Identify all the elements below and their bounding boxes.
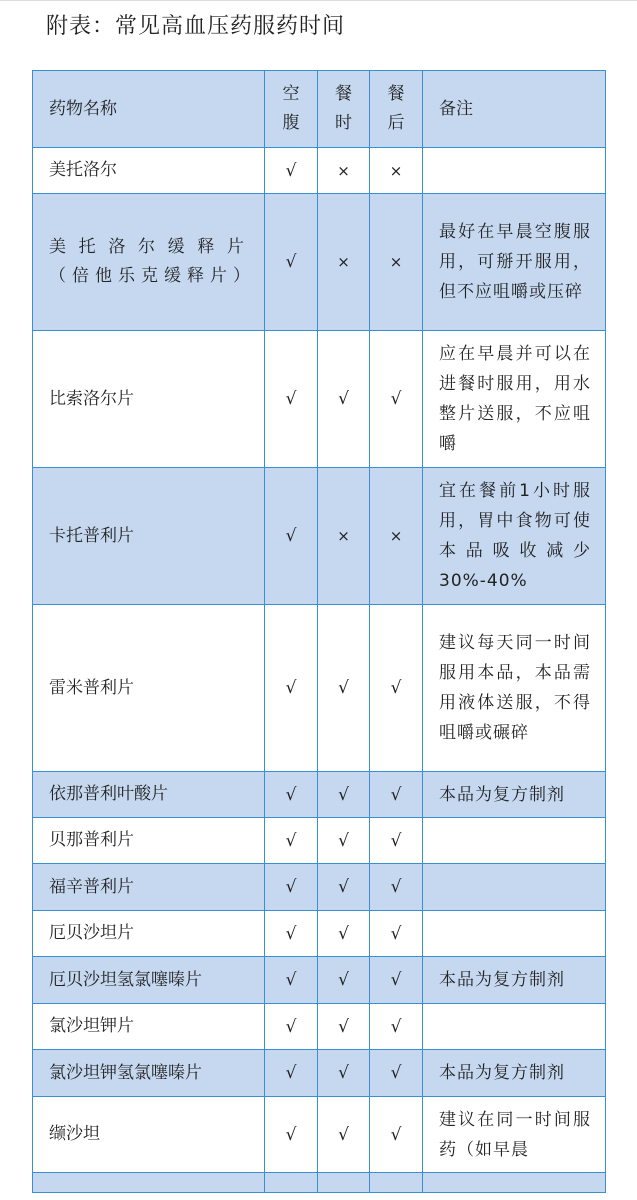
mark-after: √ [370, 331, 423, 468]
mark-after: √ [370, 864, 423, 911]
mark-after: √ [370, 605, 423, 772]
mark-meal: √ [318, 1050, 370, 1097]
mark-empty: √ [265, 772, 318, 818]
mark-empty: √ [265, 957, 318, 1004]
mark-after: √ [370, 957, 423, 1004]
table-row [33, 1050, 606, 1097]
mark-meal: × [318, 148, 370, 194]
mark-meal: √ [318, 864, 370, 911]
note [423, 148, 606, 194]
mark-empty: √ [265, 1050, 318, 1097]
note: 应在早晨并可以在进餐时服用，用水整片送服，不应咀嚼 [423, 331, 606, 468]
page-title: 附表：常见高血压药服药时间 [46, 14, 346, 39]
mark-after: √ [370, 772, 423, 818]
mark-meal: √ [318, 1097, 370, 1173]
header-name: 药物名称 [33, 71, 265, 148]
drug-name: 雷米普利片 [33, 605, 265, 772]
mark-after: × [370, 148, 423, 194]
table-row [33, 331, 606, 468]
drug-name: 氯沙坦钾氢氯噻嗪片 [33, 1050, 265, 1097]
drug-name: 贝那普利片 [33, 818, 265, 864]
note: 宜在餐前1小时服用，胃中食物可使本品吸收减少30%-40% [423, 468, 606, 605]
table-row [33, 605, 606, 772]
drug-name: 厄贝沙坦氢氯噻嗪片 [33, 957, 265, 1004]
mark-meal: √ [318, 331, 370, 468]
drug-name: 缬沙坦 [33, 1097, 265, 1173]
table-row [33, 194, 606, 331]
table-row [33, 148, 606, 194]
mark-empty: √ [265, 194, 318, 331]
mark-after [370, 1173, 423, 1193]
note: 建议在同一时间服药（如早晨 [423, 1097, 606, 1173]
table-row [33, 1097, 606, 1173]
note: 本品为复方制剂 [423, 772, 606, 818]
table-row [33, 864, 606, 911]
mark-after: × [370, 194, 423, 331]
drug-name: 比索洛尔片 [33, 331, 265, 468]
drug-name: 氯沙坦钾片 [33, 1004, 265, 1050]
mark-after: × [370, 468, 423, 605]
mark-empty: √ [265, 605, 318, 772]
mark-after: √ [370, 1097, 423, 1173]
table-row [33, 468, 606, 605]
drug-name: 依那普利叶酸片 [33, 772, 265, 818]
drug-name: 美托洛尔缓释片 （倍他乐克缓释片） [33, 194, 265, 331]
table-row [33, 957, 606, 1004]
mark-meal: √ [318, 1004, 370, 1050]
mark-meal: √ [318, 605, 370, 772]
mark-meal [318, 1173, 370, 1193]
mark-after: √ [370, 1050, 423, 1097]
mark-empty: √ [265, 148, 318, 194]
drug-name: 美托洛尔 [33, 148, 265, 194]
mark-empty: √ [265, 911, 318, 957]
mark-empty: √ [265, 1097, 318, 1173]
mark-meal: × [318, 194, 370, 331]
drug-name: 福辛普利片 [33, 864, 265, 911]
note: 本品为复方制剂 [423, 957, 606, 1004]
medication-timing-table [32, 70, 606, 1193]
mark-empty: √ [265, 331, 318, 468]
note [423, 911, 606, 957]
mark-empty: √ [265, 818, 318, 864]
mark-meal: √ [318, 957, 370, 1004]
note: 本品为复方制剂 [423, 1050, 606, 1097]
table-row [33, 772, 606, 818]
mark-empty [265, 1173, 318, 1193]
table-row-partial [33, 1173, 606, 1193]
mark-after: √ [370, 818, 423, 864]
table-header-row [33, 71, 606, 148]
note [423, 864, 606, 911]
note [423, 1004, 606, 1050]
table-row [33, 1004, 606, 1050]
top-divider [0, 0, 637, 1]
table-row [33, 818, 606, 864]
header-note: 备注 [423, 71, 606, 148]
note: 最好在早晨空腹服用，可掰开服用，但不应咀嚼或压碎 [423, 194, 606, 331]
header-with-meal: 餐时 [318, 71, 370, 148]
note [423, 818, 606, 864]
mark-empty: √ [265, 468, 318, 605]
note: 建议每天同一时间服用本品，本品需用液体送服，不得咀嚼或碾碎 [423, 605, 606, 772]
drug-name: 厄贝沙坦片 [33, 911, 265, 957]
mark-after: √ [370, 911, 423, 957]
header-empty-stomach: 空腹 [265, 71, 318, 148]
note [423, 1173, 606, 1193]
mark-empty: √ [265, 1004, 318, 1050]
mark-meal: × [318, 468, 370, 605]
table-row [33, 911, 606, 957]
mark-after: √ [370, 1004, 423, 1050]
mark-meal: √ [318, 772, 370, 818]
header-after-meal: 餐后 [370, 71, 423, 148]
mark-empty: √ [265, 864, 318, 911]
drug-name: 卡托普利片 [33, 468, 265, 605]
mark-meal: √ [318, 911, 370, 957]
mark-meal: √ [318, 818, 370, 864]
drug-name [33, 1173, 265, 1193]
